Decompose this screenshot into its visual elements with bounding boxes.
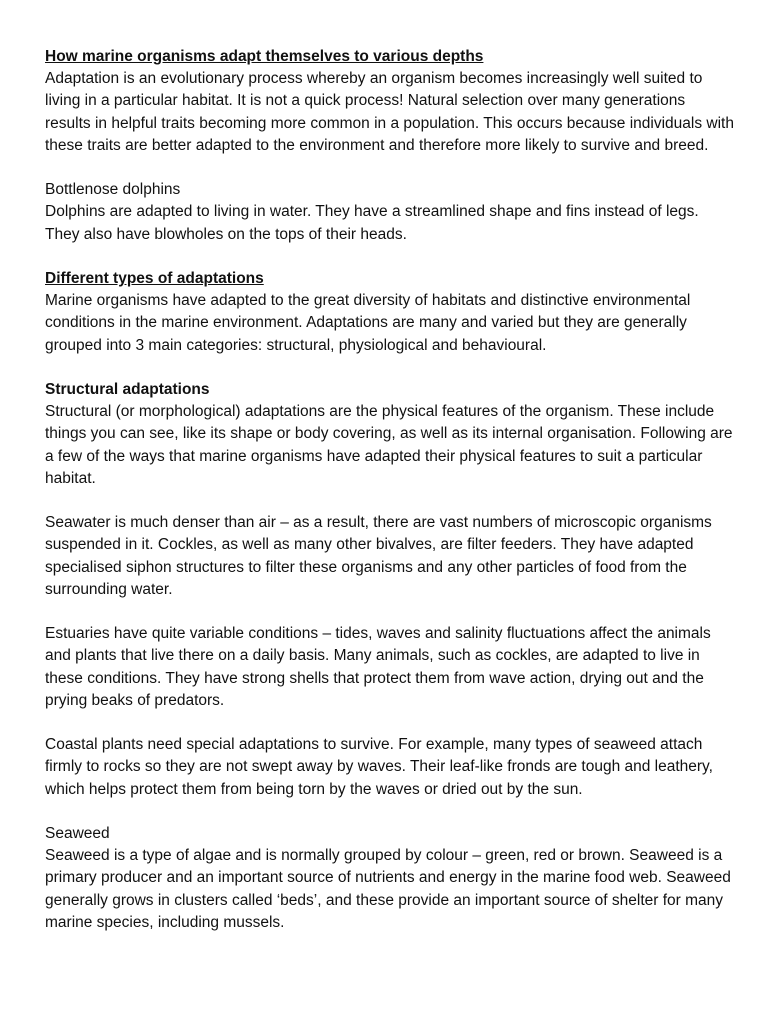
- seaweed-paragraph: Seaweed is a type of algae and is normally grouped by colour – green, red or brown. Seaweed is a primary producer and an important source of nutrients and energy in the marine food web. Seaweed generally grows in clusters called ‘beds’, and these provide an important source of shelter for many marine species, including mussels.: [45, 847, 731, 931]
- structural-heading: Structural adaptations: [45, 381, 210, 398]
- intro-paragraph: Adaptation is an evolutionary process whereby an organism becomes increasingly well suited to living in a particular habitat. It is not a quick process! Natural selection over many generations results in helpful traits becoming more common in a population. This occurs because individuals with these traits are better adapted to the environment and therefore more likely to survive and breed.: [45, 70, 734, 154]
- document-page: [45, 46, 735, 956]
- document-title: How marine organisms adapt themselves to various depths: [45, 48, 484, 65]
- types-paragraph: Marine organisms have adapted to the great diversity of habitats and distinctive environmental conditions in the marine environment. Adaptations are many and varied but they are generally grouped into 3 main categories: structural, physiological and behavioural.: [45, 292, 691, 354]
- types-heading: Different types of adaptations: [45, 270, 264, 287]
- structural-paragraph: Structural (or morphological) adaptations are the physical features of the organism. These include things you can see, like its shape or body covering, as well as its internal organisation. Following are a few of the ways that marine organisms have adapted their physical features to suit a particular habitat.: [45, 403, 733, 487]
- dolphins-heading: Bottlenose dolphins: [45, 181, 181, 199]
- dolphins-paragraph: Dolphins are adapted to living in water. They have a streamlined shape and fins instead of legs. They also have blowholes on the tops of their heads.: [45, 203, 699, 243]
- seaweed-heading: Seaweed: [45, 825, 110, 842]
- seawater-paragraph: Seawater is much denser than air – as a result, there are vast numbers of microscopic organisms suspended in it. Cockles, as well as many other bivalves, are filter feeders. They have adapted specialised siphon structures to filter these organisms and any other particles of food from the surrounding water.: [45, 514, 712, 598]
- coastal-paragraph: Coastal plants need special adaptations to survive. For example, many types of seaweed attach firmly to rocks so they are not swept away by waves. Their leaf-like fronds are tough and leathery, which helps protect them from being torn by the waves or dried out by the sun.: [45, 736, 713, 798]
- estuaries-paragraph: Estuaries have quite variable conditions – tides, waves and salinity fluctuations affect the animals and plants that live there on a daily basis. Many animals, such as cockles, are adapted to live in these conditions. They have strong shells that protect them from wave action, drying out and the prying beaks of predators.: [45, 625, 711, 709]
